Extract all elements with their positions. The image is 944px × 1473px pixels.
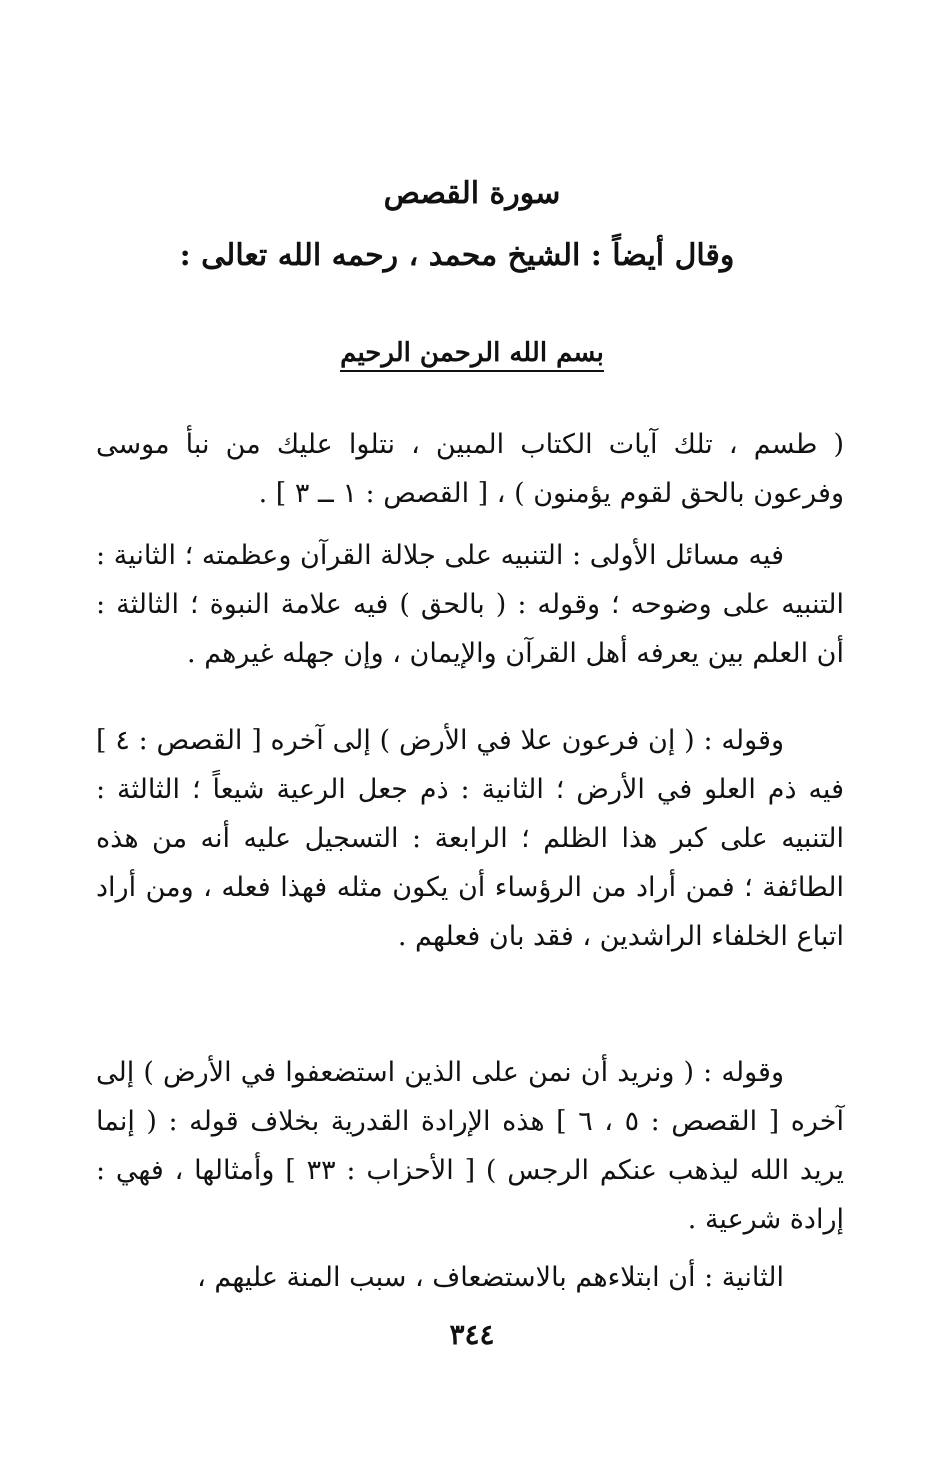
intro-line: وقال أيضاً : الشيخ محمد ، رحمه الله تعالى :: [179, 238, 735, 273]
commentary-paragraph-4: الثانية : أن ابتلاءهم بالاستضعاف ، سبب المنة عليهم ،: [197, 1262, 784, 1293]
page-number: ٣٤٤: [449, 1318, 495, 1351]
chapter-title: سورة القصص: [383, 176, 561, 211]
verse-paragraph: ( طسم ، تلك آيات الكتاب المبين ، نتلوا عليك من نبأ موسى وفرعون بالحق لقوم يؤمنون ) ، [ القصص : ١ ــ ٣ ] .: [96, 429, 844, 509]
basmala: [0, 338, 944, 372]
commentary-paragraph-2: وقوله : ( إن فرعون علا في الأرض ) إلى آخره [ القصص : ٤ ] فيه ذم العلو في الأرض ؛ الثانية : ذم جعل الرعية شيعاً ؛ الثالثة : التنبيه على كبر هذا الظلم ؛ الرابعة : التسجيل عليه أنه من هذه الطائفة ؛ فمن أراد من الرؤساء أن يكون مثله فهذا فعله ، ومن أراد اتباع الخلفاء الراشدين ، فقد بان فعلهم .: [96, 725, 844, 952]
commentary-paragraph-3: وقوله : ( ونريد أن نمن على الذين استضعفوا في الأرض ) إلى آخره [ القصص : ٥ ، ٦ ] هذه الإرادة القدرية بخلاف قوله : ( إنما يريد الله ليذهب عنكم الرجس ) [ الأحزاب : ٣٣ ] وأمثالها ، فهي : إرادة شرعية .: [96, 1057, 844, 1235]
commentary-paragraph-1: فيه مسائل الأولى : التنبيه على جلالة القرآن وعظمته ؛ الثانية : التنبيه على وضوحه ؛ وقوله : ( بالحق ) فيه علامة النبوة ؛ الثالثة : أن العلم بين يعرفه أهل القرآن والإيمان ، وإن جهله غيرهم .: [96, 540, 844, 669]
basmala-text: بسم الله الرحمن الرحيم: [340, 338, 604, 372]
